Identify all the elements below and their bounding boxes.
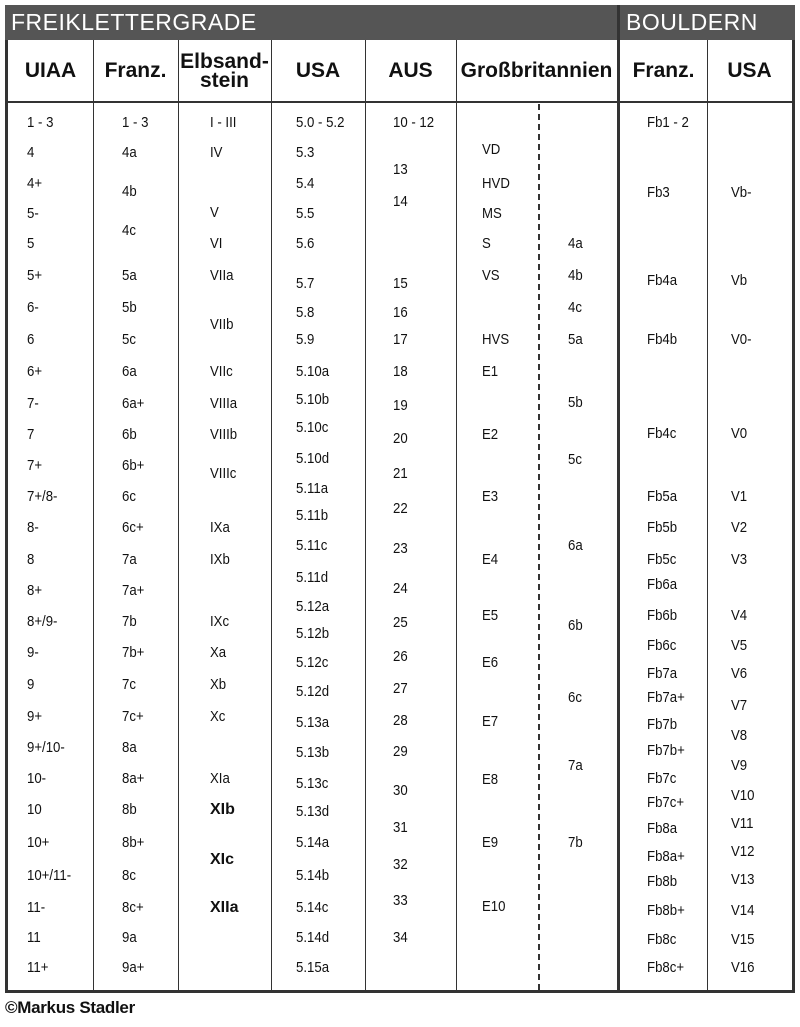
grade-cell-usa: 5.14a — [296, 834, 330, 851]
grade-cell-gb-tech: 6b — [568, 617, 583, 634]
grade-cell-gb-adj: E4 — [482, 551, 499, 568]
grade-cell-franz: 9a — [122, 929, 137, 946]
grade-cell-franz: 7c+ — [122, 708, 144, 725]
grade-cell-usa: 5.0 - 5.2 — [296, 114, 345, 131]
grade-cell-elbsandstein: XIIa — [210, 899, 239, 916]
grade-cell-boulder-franz: Fb8a — [647, 820, 678, 837]
col-header-uiaa: UIAA — [24, 58, 77, 82]
grade-cell-gb-tech: 5c — [568, 451, 582, 468]
grade-cell-boulder-usa: V3 — [731, 551, 748, 568]
grade-cell-franz: 8c+ — [122, 899, 144, 916]
grade-cell-franz: 9a+ — [122, 959, 145, 976]
grade-cell-boulder-usa: V7 — [731, 697, 748, 714]
grade-cell-uiaa: 10- — [27, 770, 47, 787]
grade-cell-franz: 7a+ — [122, 582, 145, 599]
grade-cell-boulder-franz: Fb7b+ — [647, 742, 685, 759]
grade-cell-uiaa: 7- — [27, 395, 39, 412]
grade-cell-franz: 8b — [122, 801, 137, 818]
grade-cell-boulder-usa: V0 — [731, 425, 748, 442]
grade-cell-elbsandstein: VIIc — [210, 363, 233, 380]
grade-cell-franz: 8a+ — [122, 770, 145, 787]
grade-cell-uiaa: 7+ — [27, 457, 43, 474]
grade-cell-usa: 5.12a — [296, 598, 330, 615]
grade-cell-franz: 7c — [122, 676, 136, 693]
grade-cell-boulder-usa: V0- — [731, 331, 752, 348]
grade-cell-aus: 30 — [393, 782, 408, 799]
grade-cell-gb-tech: 7a — [568, 757, 583, 774]
grade-cell-usa: 5.6 — [296, 235, 315, 252]
grade-cell-aus: 29 — [393, 743, 408, 760]
grade-cell-aus: 28 — [393, 712, 408, 729]
grade-cell-elbsandstein: IXc — [210, 613, 230, 630]
grade-cell-usa: 5.11b — [296, 507, 329, 524]
grade-cell-boulder-franz: Fb5a — [647, 488, 678, 505]
grade-cell-boulder-usa: V12 — [731, 843, 755, 860]
grade-cell-gb-adj: E9 — [482, 834, 499, 851]
grade-cell-aus: 25 — [393, 614, 408, 631]
grade-cell-elbsandstein: I - III — [210, 114, 237, 131]
col-header-boulder-usa: USA — [727, 58, 772, 82]
grade-cell-boulder-franz: Fb7c — [647, 770, 677, 787]
grade-cell-uiaa: 8+ — [27, 582, 43, 599]
grade-cell-boulder-franz: Fb5c — [647, 551, 677, 568]
grade-cell-uiaa: 6 — [27, 331, 35, 348]
grade-cell-franz: 5c — [122, 331, 136, 348]
col-header-aus: AUS — [388, 58, 433, 82]
grade-cell-usa: 5.8 — [296, 304, 315, 321]
grade-cell-uiaa: 8- — [27, 519, 39, 536]
grade-cell-usa: 5.9 — [296, 331, 315, 348]
grade-cell-usa: 5.12b — [296, 625, 330, 642]
copyright-notice: ©Markus Stadler — [5, 998, 135, 1017]
grade-cell-elbsandstein: VIIIb — [210, 426, 238, 443]
grade-cell-aus: 32 — [393, 856, 408, 873]
grade-cell-elbsandstein: VIIIa — [210, 395, 238, 412]
grade-cell-boulder-franz: Fb8c+ — [647, 959, 685, 976]
column-divider — [456, 40, 457, 993]
grade-cell-aus: 34 — [393, 929, 408, 946]
grade-cell-gb-tech: 7b — [568, 834, 583, 851]
grade-cell-boulder-franz: Fb6c — [647, 637, 677, 654]
grade-cell-gb-tech: 4a — [568, 235, 583, 252]
grade-cell-elbsandstein: XIa — [210, 770, 230, 787]
section-separator — [617, 5, 620, 993]
grade-cell-franz: 8c — [122, 867, 136, 884]
grade-cell-aus: 14 — [393, 193, 408, 210]
grade-cell-uiaa: 6- — [27, 299, 39, 316]
grade-cell-uiaa: 7+/8- — [27, 488, 58, 505]
grade-cell-elbsandstein: VI — [210, 235, 223, 252]
grade-cell-gb-adj: HVS — [482, 331, 510, 348]
grade-cell-franz: 6b+ — [122, 457, 145, 474]
grade-cell-gb-adj: S — [482, 235, 491, 252]
grade-cell-uiaa: 10+/11- — [27, 867, 72, 884]
grade-cell-uiaa: 4+ — [27, 175, 43, 192]
column-divider — [178, 40, 179, 993]
grade-cell-uiaa: 8+/9- — [27, 613, 58, 630]
grade-cell-boulder-usa: V8 — [731, 727, 748, 744]
grade-cell-usa: 5.14d — [296, 929, 330, 946]
gb-dashed-divider — [538, 104, 540, 990]
col-header-gb: Großbritannien — [460, 58, 613, 82]
grade-cell-boulder-usa: V10 — [731, 787, 755, 804]
col-header-franz: Franz. — [104, 58, 167, 82]
grade-cell-aus: 18 — [393, 363, 408, 380]
grade-cell-boulder-franz: Fb3 — [647, 184, 670, 201]
grade-cell-uiaa: 10+ — [27, 834, 50, 851]
grade-cell-boulder-usa: V2 — [731, 519, 748, 536]
grade-cell-usa: 5.5 — [296, 205, 315, 222]
grade-cell-franz: 4a — [122, 144, 137, 161]
grade-cell-uiaa: 9- — [27, 644, 39, 661]
grade-cell-aus: 23 — [393, 540, 408, 557]
grade-cell-elbsandstein: Xa — [210, 644, 227, 661]
grade-cell-boulder-usa: V5 — [731, 637, 748, 654]
grade-cell-usa: 5.12c — [296, 654, 329, 671]
grade-cell-usa: 5.11d — [296, 569, 329, 586]
grade-cell-usa: 5.14b — [296, 867, 330, 884]
grade-cell-boulder-franz: Fb6a — [647, 576, 678, 593]
grade-cell-usa: 5.13c — [296, 775, 329, 792]
grade-cell-boulder-franz: Fb8b — [647, 873, 678, 890]
grade-cell-gb-tech: 6c — [568, 689, 582, 706]
grade-cell-uiaa: 6+ — [27, 363, 43, 380]
grade-cell-uiaa: 8 — [27, 551, 35, 568]
grade-cell-boulder-usa: V13 — [731, 871, 755, 888]
grade-cell-boulder-franz: Fb7a+ — [647, 689, 685, 706]
grade-cell-franz: 7b+ — [122, 644, 145, 661]
grade-cell-elbsandstein: IV — [210, 144, 223, 161]
grade-cell-gb-adj: MS — [482, 205, 502, 222]
grade-cell-gb-adj: E1 — [482, 363, 499, 380]
grade-cell-aus: 15 — [393, 275, 408, 292]
grade-cell-uiaa: 5- — [27, 205, 39, 222]
grade-cell-usa: 5.10d — [296, 450, 330, 467]
grade-cell-boulder-franz: Fb5b — [647, 519, 678, 536]
grade-cell-boulder-usa: V4 — [731, 607, 748, 624]
grade-cell-gb-tech: 4b — [568, 267, 583, 284]
grade-cell-uiaa: 11 — [27, 929, 41, 946]
grade-cell-usa: 5.10a — [296, 363, 330, 380]
grade-cell-uiaa: 9+/10- — [27, 739, 65, 756]
grade-cell-uiaa: 5 — [27, 235, 35, 252]
col-header-boulder-franz: Franz. — [632, 58, 695, 82]
grade-cell-gb-adj: E3 — [482, 488, 499, 505]
grade-cell-boulder-franz: Fb1 - 2 — [647, 114, 689, 131]
grade-cell-usa: 5.13d — [296, 803, 330, 820]
section-header-bouldering: BOULDERN — [620, 5, 795, 40]
grade-cell-aus: 33 — [393, 892, 408, 909]
grade-cell-elbsandstein: IXb — [210, 551, 230, 568]
grade-cell-boulder-usa: Vb- — [731, 184, 752, 201]
grade-cell-aus: 24 — [393, 580, 408, 597]
grade-cell-gb-adj: E8 — [482, 771, 499, 788]
grade-cell-uiaa: 11+ — [27, 959, 49, 976]
grade-cell-uiaa: 10 — [27, 801, 42, 818]
grade-cell-uiaa: 7 — [27, 426, 35, 443]
grade-cell-franz: 8a — [122, 739, 137, 756]
grade-cell-gb-tech: 5a — [568, 331, 583, 348]
grade-cell-elbsandstein: VIIa — [210, 267, 234, 284]
grade-cell-franz: 1 - 3 — [122, 114, 149, 131]
column-divider — [707, 40, 708, 993]
grade-cell-aus: 17 — [393, 331, 408, 348]
grade-cell-uiaa: 1 - 3 — [27, 114, 54, 131]
grade-cell-boulder-usa: V6 — [731, 665, 748, 682]
grade-cell-aus: 13 — [393, 161, 408, 178]
grade-cell-boulder-usa: Vb — [731, 272, 748, 289]
grade-cell-franz: 4b — [122, 183, 137, 200]
grade-cell-franz: 6c+ — [122, 519, 144, 536]
grade-cell-boulder-franz: Fb8b+ — [647, 902, 685, 919]
column-divider — [365, 40, 366, 993]
grade-cell-elbsandstein: VIIIc — [210, 465, 237, 482]
grade-cell-franz: 5a — [122, 267, 137, 284]
grade-cell-franz: 5b — [122, 299, 137, 316]
grade-cell-usa: 5.14c — [296, 899, 329, 916]
grade-cell-aus: 27 — [393, 680, 408, 697]
grade-cell-franz: 6a — [122, 363, 137, 380]
grade-cell-boulder-franz: Fb4a — [647, 272, 678, 289]
grade-cell-uiaa: 11- — [27, 899, 46, 916]
column-divider — [271, 40, 272, 993]
grade-cell-elbsandstein: XIb — [210, 801, 235, 818]
grade-cell-franz: 4c — [122, 222, 136, 239]
grade-cell-uiaa: 9 — [27, 676, 35, 693]
col-header-elbsandstein-line1: Elbsand- — [180, 49, 269, 73]
grade-cell-aus: 22 — [393, 500, 408, 517]
grade-cell-usa: 5.4 — [296, 175, 315, 192]
header-divider — [5, 101, 795, 103]
grade-cell-boulder-usa: V9 — [731, 757, 748, 774]
grade-cell-gb-adj: VS — [482, 267, 500, 284]
grade-cell-uiaa: 4 — [27, 144, 35, 161]
grade-cell-aus: 19 — [393, 397, 408, 414]
grade-cell-uiaa: 9+ — [27, 708, 43, 725]
grade-cell-elbsandstein: VIIb — [210, 316, 234, 333]
grade-cell-usa: 5.3 — [296, 144, 315, 161]
grade-cell-aus: 31 — [393, 819, 408, 836]
grade-cell-franz: 6b — [122, 426, 137, 443]
grade-cell-boulder-franz: Fb6b — [647, 607, 678, 624]
grade-cell-boulder-usa: V11 — [731, 815, 754, 832]
grade-cell-usa: 5.7 — [296, 275, 315, 292]
grade-cell-elbsandstein: IXa — [210, 519, 230, 536]
grade-cell-boulder-franz: Fb4c — [647, 425, 677, 442]
grade-cell-usa: 5.13a — [296, 714, 330, 731]
grade-cell-gb-adj: VD — [482, 141, 501, 158]
grade-cell-elbsandstein: Xb — [210, 676, 227, 693]
grade-cell-franz: 6a+ — [122, 395, 145, 412]
grade-cell-boulder-franz: Fb7a — [647, 665, 678, 682]
grade-cell-elbsandstein: XIc — [210, 851, 235, 868]
grade-cell-gb-adj: E6 — [482, 654, 499, 671]
grade-cell-gb-adj: E2 — [482, 426, 499, 443]
grade-cell-boulder-franz: Fb8c — [647, 931, 677, 948]
grade-cell-usa: 5.11c — [296, 537, 328, 554]
col-header-elbsandstein — [178, 40, 271, 101]
grade-cell-usa: 5.10c — [296, 419, 329, 436]
grade-cell-usa: 5.13b — [296, 744, 330, 761]
grade-cell-franz: 7b — [122, 613, 137, 630]
section-header-freeclimbing: FREIKLETTERGRADE — [5, 5, 617, 40]
grade-cell-gb-adj: E10 — [482, 898, 506, 915]
grade-cell-boulder-usa: V14 — [731, 902, 755, 919]
grade-cell-aus: 26 — [393, 648, 408, 665]
grade-cell-boulder-franz: Fb4b — [647, 331, 678, 348]
grade-cell-elbsandstein: V — [210, 204, 219, 221]
grade-cell-franz: 6c — [122, 488, 136, 505]
grade-cell-gb-tech: 4c — [568, 299, 582, 316]
col-header-usa: USA — [295, 58, 341, 82]
grade-cell-gb-tech: 5b — [568, 394, 583, 411]
grade-cell-uiaa: 5+ — [27, 267, 43, 284]
grade-cell-aus: 21 — [393, 465, 408, 482]
grade-cell-gb-tech: 6a — [568, 537, 583, 554]
grade-cell-gb-adj: HVD — [482, 175, 510, 192]
grade-cell-aus: 16 — [393, 304, 408, 321]
col-header-elbsandstein-line2: stein — [199, 68, 249, 92]
grade-cell-franz: 8b+ — [122, 834, 145, 851]
grade-cell-usa: 5.15a — [296, 959, 330, 976]
grade-cell-aus: 20 — [393, 430, 408, 447]
grade-cell-boulder-usa: V16 — [731, 959, 755, 976]
grade-cell-usa: 5.12d — [296, 683, 330, 700]
grade-cell-franz: 7a — [122, 551, 137, 568]
grade-cell-elbsandstein: Xc — [210, 708, 226, 725]
grade-cell-boulder-usa: V1 — [731, 488, 748, 505]
grade-cell-gb-adj: E7 — [482, 713, 499, 730]
grade-cell-boulder-franz: Fb8a+ — [647, 848, 685, 865]
grade-cell-aus: 10 - 12 — [393, 114, 435, 131]
grade-cell-usa: 5.10b — [296, 391, 330, 408]
grade-cell-gb-adj: E5 — [482, 607, 499, 624]
grade-cell-usa: 5.11a — [296, 480, 329, 497]
column-divider — [93, 40, 94, 993]
grade-cell-boulder-usa: V15 — [731, 931, 755, 948]
grade-cell-boulder-franz: Fb7c+ — [647, 794, 685, 811]
grade-cell-boulder-franz: Fb7b — [647, 716, 678, 733]
